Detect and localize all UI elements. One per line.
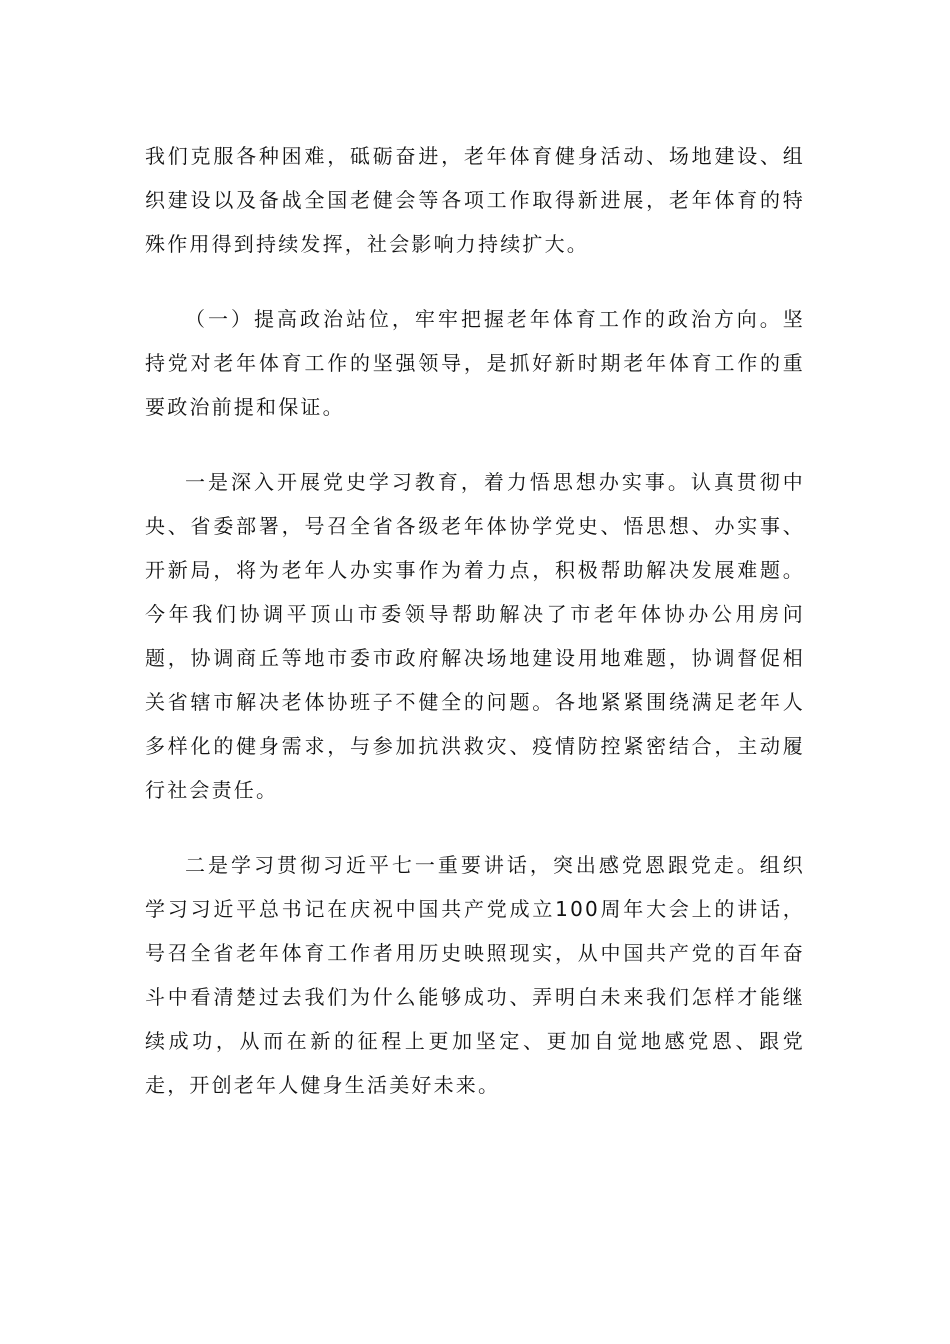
document-body — [145, 134, 805, 1138]
paragraph-point-two: 二是学习贯彻习近平七一重要讲话，突出感党恩跟党走。组织学习习近平总书记在庆祝中国共产党成立100周年大会上的讲话，号召全省老年体育工作者用历史映照现实，从中国共产党的百年奋斗中看清楚过去我们为什么能够成功、弄明白未来我们怎样才能继续成功，从而在新的征程上更加坚定、更加自觉地感党恩、跟党走，开创老年人健身生活美好未来。 — [145, 853, 805, 1097]
paragraph-point-one: 一是深入开展党史学习教育，着力悟思想办实事。认真贯彻中央、省委部署，号召全省各级老年体协学党史、悟思想、办实事、开新局，将为老年人办实事作为着力点，积极帮助解决发展难题。今年我们协调平顶山市委领导帮助解决了市老年体协办公用房问题，协调商丘等地市委市政府解决场地建设用地难题，协调督促相关省辖市解决老体协班子不健全的问题。各地紧紧围绕满足老年人多样化的健身需求，与参加抗洪救灾、疫情防控紧密结合，主动履行社会责任。 — [145, 470, 805, 802]
paragraph-section-heading: （一）提高政治站位，牢牢把握老年体育工作的政治方向。坚持党对老年体育工作的坚强领导，是抓好新时期老年体育工作的重要政治前提和保证。 — [145, 307, 805, 419]
paragraph-continuation: 我们克服各种困难，砥砺奋进，老年体育健身活动、场地建设、组织建设以及备战全国老健会等各项工作取得新进展，老年体育的特殊作用得到持续发挥，社会影响力持续扩大。 — [145, 144, 805, 256]
